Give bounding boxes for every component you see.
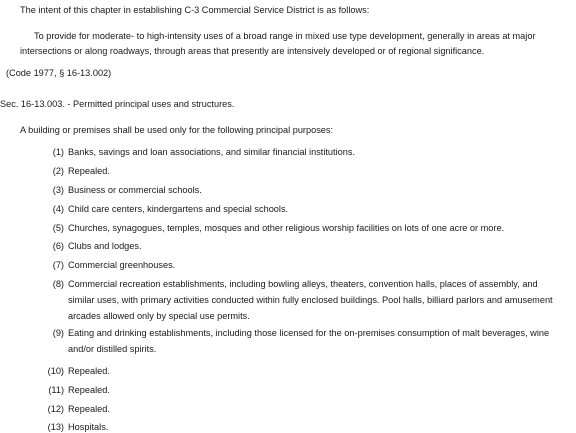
purpose-line-2: intersections or along roadways, through areas that presently are intensively developed or of regional significance. [20,46,485,56]
list-item-text: Repealed. [68,404,110,414]
list-item-text: Business or commercial schools. [68,185,202,195]
list-item-text: and/or distilled spirits. [68,344,157,354]
purpose-line-1: To provide for moderate- to high-intensity uses of a broad range in mixed use type development, generally in areas at major [34,31,536,41]
list-item-number: (12) [47,404,64,414]
list-item-number: (11) [48,385,64,395]
list-item-text: Child care centers, kindergartens and special schools. [68,204,289,214]
list-item-text: Repealed. [68,385,110,395]
list-item-text: Churches, synagogues, temples, mosques and other religious worship facilities on lots of one acre or more. [68,223,505,233]
intro-line: The intent of this chapter in establishing C-3 Commercial Service District is as follows: [20,5,370,15]
list-item-number: (5) [52,223,64,233]
list-item-text: Clubs and lodges. [68,241,142,251]
list-item-text: Commercial greenhouses. [68,260,176,270]
list-item-text: Commercial recreation establishments, including bowling alleys, theaters, convention halls, places of assembly, and [68,279,538,289]
list-item-number: (13) [47,422,64,432]
list-item-number: (6) [52,241,64,251]
list-item-number: (4) [52,204,64,214]
list-item-number: (7) [52,260,64,270]
list-item-number: (10) [47,366,64,376]
list-item-text: Repealed. [68,366,110,376]
list-item-number: (3) [52,185,64,195]
list-item-number: (1) [52,147,64,157]
list-item-number: (8) [52,279,64,289]
list-item-text: arcades allowed only by special use permits. [68,311,250,321]
list-item-text: Banks, savings and loan associations, and similar financial institutions. [68,147,356,157]
section-heading: Sec. 16-13.003. - Permitted principal uses and structures. [0,99,235,109]
code-reference: (Code 1977, § 16-13.002) [6,68,112,78]
list-item-text: Hospitals. [68,422,109,432]
list-item-text: Repealed. [68,166,110,176]
section-intro: A building or premises shall be used only for the following principal purposes: [20,125,334,135]
list-item-number: (9) [52,328,64,338]
list-item-text: similar uses, with primary activities conducted within fully enclosed buildings. Pool halls, billiard parlors and amusement [68,295,553,305]
list-item-number: (2) [52,166,64,176]
list-item-text: Eating and drinking establishments, including those licensed for the on-premises consumption of malt beverages, wine [68,328,550,338]
